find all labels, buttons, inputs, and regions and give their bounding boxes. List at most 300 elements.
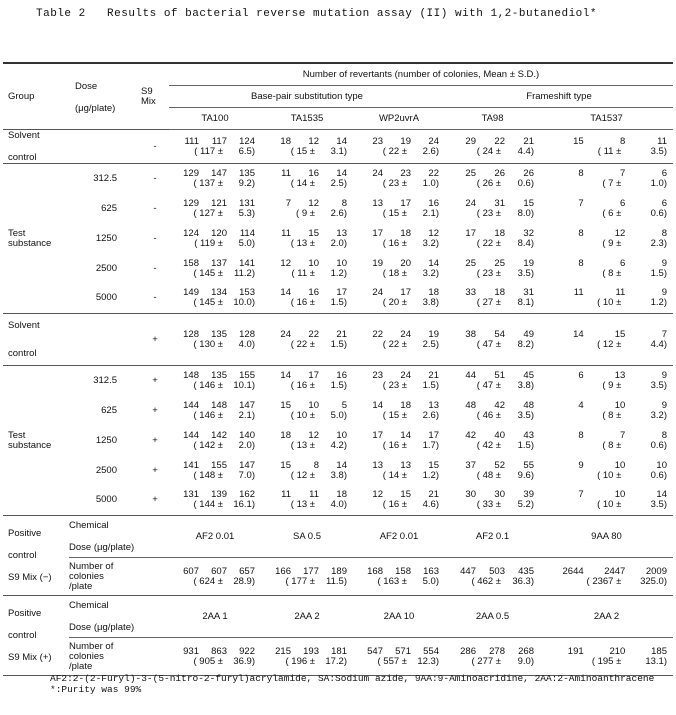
plate-value: 177	[303, 565, 319, 577]
strain-cell	[261, 396, 353, 426]
cell-values	[540, 137, 673, 157]
header-dose-unit: (μg/plate)	[75, 102, 116, 114]
plate-value: 16	[308, 287, 319, 299]
plate-value: 11	[281, 227, 291, 239]
plate-value: 6	[661, 167, 667, 179]
count-label-line: colonies	[69, 570, 104, 582]
plate-value: 13	[400, 459, 411, 471]
cell-values	[261, 371, 353, 391]
strain-cell	[445, 164, 540, 194]
plate-value: 4	[578, 399, 584, 411]
dose-value: 312.5	[93, 172, 117, 184]
plate-value: 11	[573, 287, 584, 299]
sd-value: 3.8)	[517, 379, 534, 391]
sd-value: 0.6)	[650, 439, 667, 451]
sd-value: 11.2)	[234, 267, 255, 279]
plate-value: 52	[494, 459, 505, 471]
dose-value: 5000	[95, 494, 117, 506]
plate-value: 9	[578, 459, 584, 471]
mean-value: ( 22 ±	[476, 237, 501, 249]
strain-cell	[445, 486, 540, 516]
mean-value: ( 16 ±	[290, 379, 315, 391]
footnotes	[50, 673, 654, 695]
sd-value: 5.2)	[517, 499, 534, 511]
plate-value: 51	[494, 369, 505, 381]
cell-values	[261, 567, 353, 587]
mean-value: ( 47 ±	[476, 338, 501, 350]
mean-value: ( 16 ±	[382, 237, 407, 249]
plate-value: 24	[465, 197, 476, 209]
cell-values	[261, 330, 353, 350]
header-revertants: Number of revertants (number of colonies, Mean ± S.D.)	[169, 63, 673, 86]
cell-values	[445, 259, 540, 279]
sd-value: 11.5)	[326, 575, 347, 587]
plate-value: 10	[614, 489, 626, 501]
plate-value: 128	[183, 328, 199, 340]
strain-cell	[169, 456, 261, 486]
cell-values	[445, 330, 540, 350]
table-row	[3, 456, 673, 486]
cell-values	[445, 461, 540, 481]
count-label-line: Number of	[69, 640, 114, 652]
plate-value: 166	[275, 565, 291, 577]
sd-value: 1.5)	[422, 379, 439, 391]
strain-cell	[261, 456, 353, 486]
mean-value: ( 48 ±	[476, 469, 501, 481]
plate-value: 14	[336, 135, 347, 147]
dose-value	[69, 130, 141, 164]
plate-value: 135	[211, 328, 227, 340]
plate-value: 39	[523, 489, 534, 501]
sd-value: 2.5)	[330, 177, 347, 189]
positive-count-row	[3, 558, 673, 596]
table-row	[3, 194, 673, 224]
strain-cell	[353, 194, 445, 224]
mean-value: ( 9 ±	[296, 207, 315, 219]
sd-value: 1.2)	[650, 297, 667, 309]
group-label-line2: control	[8, 347, 37, 359]
plate-value: 54	[494, 328, 505, 340]
plate-value: 121	[211, 197, 227, 209]
sd-value: 3.1)	[330, 145, 347, 157]
plate-value: 15	[614, 328, 626, 340]
plate-value: 141	[183, 459, 199, 471]
plate-value: 148	[211, 399, 227, 411]
mean-value: ( 8 ±	[602, 439, 622, 451]
cell-values	[169, 137, 261, 157]
plate-value: 144	[183, 399, 199, 411]
chemical-label: Chemical	[69, 519, 109, 531]
strain-cell	[169, 558, 261, 596]
mean-value: ( 20 ±	[382, 297, 407, 309]
dose-value: 1250	[95, 434, 117, 446]
cell-values	[353, 169, 445, 189]
plate-value: 14	[656, 489, 667, 501]
plate-value: 55	[523, 459, 534, 471]
strain-cell	[169, 314, 261, 366]
sd-value: 2.5)	[422, 338, 439, 350]
cell-values	[261, 169, 353, 189]
plate-value: 155	[211, 459, 227, 471]
plate-value: 215	[275, 645, 291, 657]
positive-chemical: AF2 0.01	[169, 516, 261, 558]
plate-value: 16	[308, 167, 319, 179]
plate-value: 14	[573, 328, 584, 340]
strain-cell	[353, 426, 445, 456]
plate-value: 15	[280, 459, 291, 471]
plate-value: 10	[308, 257, 319, 269]
sd-value: 1.7)	[422, 439, 439, 451]
cell-values	[445, 431, 540, 451]
positive-label-line1: Positive	[8, 607, 42, 619]
header-base-pair: Base-pair substitution type	[169, 86, 445, 108]
strain-cell	[445, 284, 540, 314]
plate-value: 111	[184, 135, 199, 147]
plate-value: 155	[239, 369, 255, 381]
cell-values	[445, 647, 540, 667]
group-label	[3, 314, 69, 366]
plate-value: 49	[523, 328, 534, 340]
cell-values	[261, 259, 353, 279]
mean-value: ( 146 ±	[193, 409, 223, 421]
sd-value: 1.5)	[517, 439, 534, 451]
plate-value: 12	[614, 227, 626, 239]
cell-values	[169, 199, 261, 219]
mean-value: ( 47 ±	[476, 379, 501, 391]
mean-value: ( 16 ±	[290, 297, 315, 309]
positive-chemical-row	[3, 596, 673, 638]
cell-values	[445, 137, 540, 157]
plate-value: 163	[423, 565, 439, 577]
mean-value: ( 14 ±	[290, 177, 315, 189]
cell-values	[540, 288, 673, 308]
mean-value: ( 8 ±	[602, 409, 622, 421]
sd-value: 7.0)	[238, 469, 255, 481]
plate-value: 141	[239, 257, 255, 269]
plate-value: 31	[523, 287, 534, 299]
cell-values	[353, 371, 445, 391]
cell-values	[169, 490, 261, 510]
plate-value: 607	[183, 565, 199, 577]
count-label	[69, 558, 169, 596]
strain-cell	[540, 486, 673, 516]
strain-cell	[445, 366, 540, 396]
table-row	[3, 164, 673, 194]
strain-cell	[540, 224, 673, 254]
strain-cell	[445, 314, 540, 366]
plate-value: 10	[308, 399, 319, 411]
mean-value: ( 15 ±	[382, 207, 407, 219]
cell-values	[169, 288, 261, 308]
strain-cell	[353, 284, 445, 314]
plate-value: 9	[661, 369, 667, 381]
sd-value: 5.0)	[330, 409, 347, 421]
plate-value: 13	[372, 197, 383, 209]
mean-value: ( 10 ±	[290, 409, 315, 421]
plate-value: 26	[494, 167, 505, 179]
positive-label-line1: Positive	[8, 527, 42, 539]
table-row	[3, 426, 673, 456]
sd-value: 6.5)	[238, 145, 255, 157]
sd-value: 4.0)	[330, 499, 347, 511]
strain-cell	[353, 558, 445, 596]
positive-chemical: 2AA 2	[261, 596, 353, 638]
plate-value: 931	[183, 645, 199, 657]
plate-value: 2009	[645, 565, 667, 577]
plate-value: 193	[303, 645, 319, 657]
sd-value: 3.5)	[517, 409, 534, 421]
plate-value: 8	[313, 459, 319, 471]
group-label	[3, 366, 69, 516]
plate-value: 13	[428, 399, 439, 411]
header-dose	[69, 63, 141, 130]
plate-value: 15	[573, 135, 584, 147]
cell-values	[353, 461, 445, 481]
plate-value: 18	[280, 429, 291, 441]
header-strain-ta1535: TA1535	[261, 108, 353, 130]
group-label	[3, 164, 69, 314]
cell-values	[261, 229, 353, 249]
positive-chemical: 2AA 1	[169, 596, 261, 638]
s9-value: +	[152, 434, 158, 446]
sd-value: 2.0)	[330, 237, 347, 249]
strain-cell	[353, 254, 445, 284]
sd-value: 2.0)	[238, 439, 255, 451]
plate-value: 44	[465, 369, 476, 381]
plate-value: 7	[620, 167, 626, 179]
cell-values	[540, 490, 673, 510]
plate-value: 435	[518, 565, 534, 577]
plate-value: 210	[609, 645, 626, 657]
sd-value: 1.5)	[330, 297, 347, 309]
mean-value: ( 13 ±	[290, 439, 315, 451]
cell-values	[353, 229, 445, 249]
positive-chemical: 2AA 10	[353, 596, 445, 638]
positive-group-label	[3, 596, 69, 676]
plate-value: 137	[211, 257, 227, 269]
plate-value: 10	[336, 429, 347, 441]
plate-value: 37	[465, 459, 476, 471]
mean-value: ( 8 ±	[602, 267, 622, 279]
plate-value: 11	[281, 167, 291, 179]
plate-value: 6	[620, 197, 626, 209]
mean-value: ( 23 ±	[476, 207, 501, 219]
plate-value: 10	[614, 399, 626, 411]
dose-value	[69, 314, 141, 366]
strain-cell	[169, 284, 261, 314]
plate-value: 278	[489, 645, 505, 657]
group-label-line2: substance	[8, 237, 52, 249]
plate-value: 22	[494, 135, 505, 147]
strain-cell	[353, 366, 445, 396]
mean-value: ( 46 ±	[476, 409, 501, 421]
cell-values	[353, 288, 445, 308]
strain-cell	[540, 456, 673, 486]
plate-value: 18	[494, 227, 505, 239]
positive-chemical-row	[3, 516, 673, 558]
results-table	[3, 62, 673, 676]
plate-value: 6	[661, 197, 667, 209]
plate-value: 7	[578, 197, 584, 209]
mean-value: ( 119 ±	[194, 237, 223, 249]
sd-value: 10.1)	[233, 379, 255, 391]
plate-value: 25	[465, 167, 476, 179]
plate-value: 30	[465, 489, 476, 501]
s9-value: +	[152, 333, 158, 345]
cell-values	[540, 169, 673, 189]
sd-value: 8.2)	[517, 338, 534, 350]
positive-count-row	[3, 638, 673, 676]
strain-cell	[261, 426, 353, 456]
plate-value: 607	[211, 565, 227, 577]
plate-value: 8	[341, 197, 347, 209]
count-label-line: colonies	[69, 650, 104, 662]
plate-value: 17	[400, 287, 411, 299]
sd-value: 0.6)	[650, 207, 667, 219]
group-label-line2: substance	[8, 439, 52, 451]
sd-value: 4.4)	[517, 145, 534, 157]
strain-cell	[261, 164, 353, 194]
plate-value: 12	[308, 135, 319, 147]
positive-label-line3: S9 Mix (−)	[8, 571, 52, 583]
plate-value: 15	[523, 197, 534, 209]
plate-value: 131	[183, 489, 199, 501]
cell-values	[540, 371, 673, 391]
plate-value: 24	[428, 135, 439, 147]
mean-value: ( 127 ±	[193, 207, 223, 219]
strain-cell	[261, 130, 353, 164]
sd-value: 3.2)	[650, 409, 667, 421]
header-s9: S9 Mix	[141, 85, 156, 107]
plate-value: 13	[336, 227, 347, 239]
plate-value: 6	[620, 257, 626, 269]
sd-value: 8.0)	[517, 207, 534, 219]
plate-value: 32	[523, 227, 534, 239]
strain-cell	[445, 638, 540, 676]
plate-value: 18	[494, 287, 505, 299]
mean-value: ( 22 ±	[290, 338, 315, 350]
plate-value: 33	[465, 287, 476, 299]
sd-value: 3.5)	[650, 499, 667, 511]
plate-value: 15	[400, 489, 411, 501]
strain-cell	[540, 314, 673, 366]
cell-values	[540, 431, 673, 451]
strain-cell	[445, 396, 540, 426]
plate-value: 12	[428, 227, 439, 239]
strain-cell	[353, 224, 445, 254]
table-row	[3, 254, 673, 284]
plate-value: 140	[239, 429, 255, 441]
sd-value: 13.1)	[645, 655, 667, 667]
strain-cell	[353, 456, 445, 486]
sd-value: 1.0)	[650, 177, 667, 189]
cell-values	[445, 371, 540, 391]
mean-value: ( 148 ±	[193, 469, 223, 481]
sd-value: 9.6)	[517, 469, 534, 481]
plate-value: 14	[428, 257, 439, 269]
mean-value: ( 10 ±	[597, 499, 622, 511]
count-label-line: Number of	[69, 560, 114, 572]
cell-values	[261, 490, 353, 510]
plate-value: 43	[523, 429, 534, 441]
cell-values	[169, 401, 261, 421]
dose-value: 625	[101, 202, 117, 214]
strain-cell	[261, 486, 353, 516]
cell-values	[445, 199, 540, 219]
positive-chemical: 9AA 80	[540, 516, 673, 558]
cell-values	[353, 259, 445, 279]
mean-value: ( 137 ±	[193, 177, 223, 189]
sd-value: 1.2)	[422, 469, 439, 481]
sd-value: 3.5)	[517, 267, 534, 279]
plate-value: 19	[523, 257, 534, 269]
cell-values	[261, 461, 353, 481]
mean-value: ( 462 ±	[471, 575, 501, 587]
mean-value: ( 9 ±	[602, 379, 622, 391]
plate-value: 168	[367, 565, 383, 577]
plate-value: 24	[372, 167, 383, 179]
sd-value: 3.5)	[650, 379, 667, 391]
table-title: Table 2 Results of bacterial reverse mutation assay (II) with 1,2-butanediol*	[36, 8, 597, 20]
mean-value: ( 33 ±	[476, 499, 501, 511]
strain-cell	[261, 194, 353, 224]
strain-cell	[540, 426, 673, 456]
plate-value: 18	[280, 135, 291, 147]
cell-values	[445, 401, 540, 421]
cell-values	[540, 567, 673, 587]
sd-value: 3.5)	[650, 145, 667, 157]
mean-value: ( 10 ±	[597, 297, 622, 309]
strain-cell	[540, 638, 673, 676]
plate-value: 17	[372, 227, 383, 239]
plate-value: 14	[336, 459, 347, 471]
positive-group-label	[3, 516, 69, 596]
table-row	[3, 130, 673, 164]
cell-values	[353, 137, 445, 157]
dose-value: 1250	[95, 232, 117, 244]
plate-value: 25	[494, 257, 505, 269]
mean-value: ( 195 ±	[591, 655, 622, 667]
mean-value: ( 14 ±	[382, 469, 407, 481]
sd-value: 0.6)	[650, 469, 667, 481]
plate-value: 158	[395, 565, 411, 577]
plate-value: 447	[460, 565, 476, 577]
plate-value: 24	[400, 328, 411, 340]
plate-value: 15	[428, 459, 439, 471]
s9-value: -	[153, 292, 157, 304]
cell-values	[540, 259, 673, 279]
header-group: Group	[8, 90, 35, 102]
header-strain-wp2uvra: WP2uvrA	[353, 108, 445, 130]
cell-values	[540, 199, 673, 219]
cell-values	[169, 169, 261, 189]
positive-label-line2: control	[8, 629, 37, 641]
plate-value: 13	[614, 369, 626, 381]
cell-values	[540, 461, 673, 481]
mean-value: ( 23 ±	[476, 267, 501, 279]
cell-values	[445, 229, 540, 249]
mean-value: ( 145 ±	[193, 267, 223, 279]
plate-value: 11	[615, 287, 626, 299]
s9-value: -	[153, 262, 157, 274]
table-row	[3, 284, 673, 314]
plate-value: 22	[428, 167, 439, 179]
header-frameshift: Frameshift type	[445, 86, 673, 108]
plate-value: 12	[308, 197, 319, 209]
plate-value: 18	[428, 287, 439, 299]
plate-value: 15	[280, 399, 291, 411]
s9-value: +	[152, 404, 158, 416]
